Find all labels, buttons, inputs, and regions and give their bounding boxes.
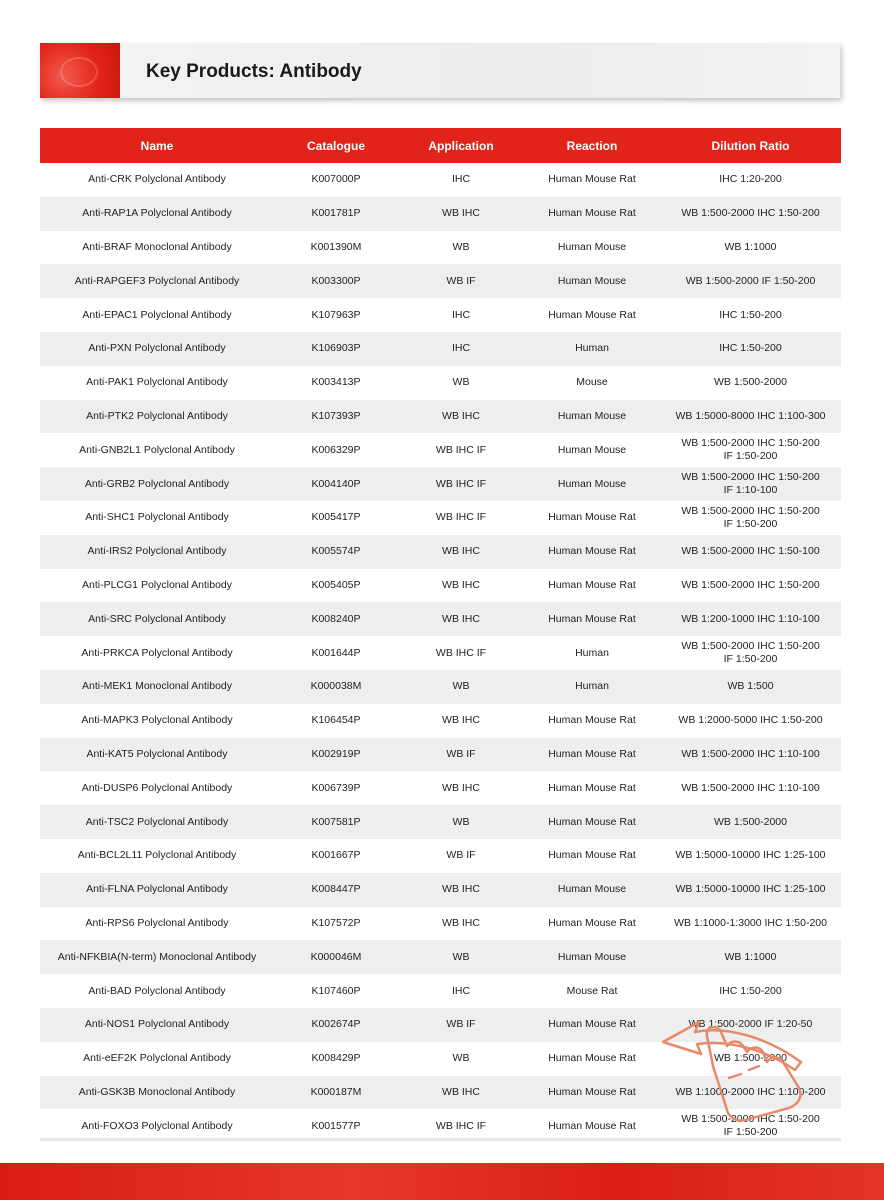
table-row bbox=[40, 231, 841, 265]
application-cell: WB bbox=[452, 376, 470, 389]
table-header-row bbox=[40, 128, 841, 163]
table-row bbox=[40, 366, 841, 400]
table-row bbox=[40, 839, 841, 873]
catalogue-cell: K001390M bbox=[310, 240, 362, 253]
name-cell: Anti-NOS1 Polyclonal Antibody bbox=[40, 1008, 274, 1042]
dilution-ratio-cell: WB 1:500-2000 IHC 1:50-200 IF 1:50-200 bbox=[681, 437, 820, 463]
name-cell: Anti-GRB2 Polyclonal Antibody bbox=[40, 467, 274, 501]
footer-band bbox=[0, 1163, 884, 1200]
reaction-cell: Human Mouse Rat bbox=[548, 173, 636, 186]
dilution-ratio-cell: WB 1:500-2000 IHC 1:50-200 bbox=[660, 197, 841, 231]
reaction-cell: Human Mouse bbox=[557, 240, 627, 253]
name-cell: Anti-FLNA Polyclonal Antibody bbox=[40, 873, 274, 907]
table-row bbox=[40, 163, 841, 197]
name-cell: Anti-NFKBIA(N-term) Monoclonal Antibody bbox=[40, 940, 274, 974]
column-header-application: Application bbox=[398, 128, 524, 163]
application-cell: WB IHC bbox=[442, 781, 480, 794]
catalogue-cell: K001577P bbox=[311, 1119, 361, 1132]
reaction-cell: Human Mouse bbox=[524, 400, 660, 434]
reaction-cell: Human Mouse bbox=[557, 443, 627, 456]
catalogue-cell: K008447P bbox=[274, 873, 398, 907]
reaction-cell: Human Mouse Rat bbox=[524, 1076, 660, 1110]
reaction-cell: Human bbox=[575, 646, 609, 659]
name-cell: Anti-RPS6 Polyclonal Antibody bbox=[85, 916, 229, 929]
table-row bbox=[40, 670, 841, 704]
application-cell: WB bbox=[398, 940, 524, 974]
dilution-ratio-cell: WB 1:5000-10000 IHC 1:25-100 bbox=[675, 849, 826, 862]
name-cell: Anti-PAK1 Polyclonal Antibody bbox=[86, 376, 228, 389]
catalogue-cell: K001781P bbox=[274, 197, 398, 231]
reaction-cell: Human Mouse Rat bbox=[548, 308, 636, 321]
application-cell: WB IHC IF bbox=[435, 646, 487, 659]
catalogue-cell: K003413P bbox=[311, 376, 361, 389]
catalogue-cell: K007000P bbox=[311, 173, 361, 186]
catalogue-cell: K008429P bbox=[311, 1052, 361, 1065]
reaction-cell: Human Mouse Rat bbox=[524, 805, 660, 839]
dilution-ratio-cell: WB 1:5000-8000 IHC 1:100-300 bbox=[660, 400, 841, 434]
name-cell: Anti-PLCG1 Polyclonal Antibody bbox=[82, 578, 232, 591]
application-cell: IHC bbox=[451, 984, 471, 997]
catalogue-cell: K107572P bbox=[311, 916, 361, 929]
name-cell: Anti-PRKCA Polyclonal Antibody bbox=[81, 646, 233, 659]
dilution-ratio-cell: WB 1:500-2000 IF 1:20-50 bbox=[660, 1008, 841, 1042]
catalogue-cell: K008240P bbox=[274, 602, 398, 636]
catalogue-cell: K000046M bbox=[274, 940, 398, 974]
application-cell: WB IF bbox=[398, 738, 524, 772]
catalogue-cell: K003300P bbox=[274, 264, 398, 298]
name-cell: Anti-KAT5 Polyclonal Antibody bbox=[40, 738, 274, 772]
catalogue-cell: K000038M bbox=[274, 670, 398, 704]
name-cell: Anti-BCL2L11 Polyclonal Antibody bbox=[77, 849, 237, 862]
dilution-ratio-cell: WB 1:500-2000 IHC 1:50-200 bbox=[681, 578, 820, 591]
table-row bbox=[40, 907, 841, 941]
table-row bbox=[40, 771, 841, 805]
dilution-ratio-cell: WB 1:5000-10000 IHC 1:25-100 bbox=[660, 873, 841, 907]
catalogue-cell: K107963P bbox=[311, 308, 361, 321]
name-cell: Anti-SHC1 Polyclonal Antibody bbox=[85, 511, 229, 524]
reaction-cell: Human bbox=[524, 670, 660, 704]
catalogue-cell: K107460P bbox=[311, 984, 361, 997]
table-row bbox=[40, 433, 841, 467]
reaction-cell: Mouse bbox=[576, 376, 608, 389]
application-cell: WB bbox=[398, 670, 524, 704]
catalogue-cell: K005405P bbox=[311, 578, 361, 591]
reaction-cell: Human Mouse Rat bbox=[548, 714, 636, 727]
application-cell: IHC bbox=[451, 173, 471, 186]
name-cell: Anti-EPAC1 Polyclonal Antibody bbox=[82, 308, 232, 321]
reaction-cell: Mouse Rat bbox=[566, 984, 618, 997]
table-row bbox=[40, 636, 841, 670]
application-cell: WB IF bbox=[398, 264, 524, 298]
dilution-ratio-cell: WB 1:500-2000 bbox=[714, 376, 787, 389]
name-cell: Anti-BAD Polyclonal Antibody bbox=[88, 984, 226, 997]
reaction-cell: Human Mouse Rat bbox=[524, 1008, 660, 1042]
application-cell: WB IHC bbox=[398, 873, 524, 907]
banner-red-block bbox=[40, 43, 120, 98]
reaction-cell: Human Mouse Rat bbox=[524, 602, 660, 636]
name-cell: Anti-MEK1 Monoclonal Antibody bbox=[40, 670, 274, 704]
application-cell: WB IF bbox=[446, 849, 476, 862]
name-cell: Anti-FOXO3 Polyclonal Antibody bbox=[81, 1119, 233, 1132]
application-cell: WB IHC bbox=[442, 916, 480, 929]
products-table bbox=[40, 128, 841, 1143]
name-cell: Anti-PXN Polyclonal Antibody bbox=[40, 332, 274, 366]
reaction-cell: Human Mouse Rat bbox=[524, 738, 660, 772]
name-cell: Anti-MAPK3 Polyclonal Antibody bbox=[81, 714, 233, 727]
table-row bbox=[40, 197, 841, 231]
application-cell: WB IHC IF bbox=[398, 467, 524, 501]
name-cell: Anti-SRC Polyclonal Antibody bbox=[40, 602, 274, 636]
column-header-catalogue: Catalogue bbox=[274, 128, 398, 163]
application-cell: WB IF bbox=[398, 1008, 524, 1042]
reaction-cell: Human Mouse Rat bbox=[524, 197, 660, 231]
dilution-ratio-cell: WB 1:500-2000 IF 1:50-200 bbox=[660, 264, 841, 298]
dilution-ratio-cell: WB 1:500 bbox=[660, 670, 841, 704]
column-header-dilution-ratio: Dilution Ratio bbox=[660, 128, 841, 163]
table-bottom-rule bbox=[40, 1138, 841, 1141]
catalogue-cell: K107393P bbox=[274, 400, 398, 434]
dilution-ratio-cell: WB 1:500-2000 IHC 1:50-200 IF 1:10-100 bbox=[660, 467, 841, 501]
reaction-cell: Human Mouse bbox=[524, 467, 660, 501]
dilution-ratio-cell: WB 1:500-2000 IHC 1:10-100 bbox=[681, 781, 820, 794]
application-cell: WB IHC bbox=[398, 400, 524, 434]
dilution-ratio-cell: IHC 1:50-200 bbox=[719, 308, 782, 321]
table-row bbox=[40, 501, 841, 535]
application-cell: WB bbox=[452, 240, 470, 253]
table-row bbox=[40, 1042, 841, 1076]
reaction-cell: Human Mouse bbox=[524, 873, 660, 907]
catalogue-cell: K001644P bbox=[311, 646, 361, 659]
dilution-ratio-cell: WB 1:200-1000 IHC 1:10-100 bbox=[660, 602, 841, 636]
application-cell: WB IHC IF bbox=[435, 511, 487, 524]
name-cell: Anti-IRS2 Polyclonal Antibody bbox=[40, 535, 274, 569]
catalogue-cell: K106454P bbox=[311, 714, 361, 727]
application-cell: WB IHC bbox=[398, 197, 524, 231]
reaction-cell: Human Mouse Rat bbox=[548, 578, 636, 591]
dilution-ratio-cell: WB 1:1000 bbox=[660, 940, 841, 974]
name-cell: Anti-PTK2 Polyclonal Antibody bbox=[40, 400, 274, 434]
name-cell: Anti-GSK3B Monoclonal Antibody bbox=[40, 1076, 274, 1110]
application-cell: WB IHC bbox=[398, 1076, 524, 1110]
reaction-cell: Human Mouse Rat bbox=[548, 511, 636, 524]
name-cell: Anti-RAP1A Polyclonal Antibody bbox=[40, 197, 274, 231]
catalogue-cell: K006329P bbox=[311, 443, 361, 456]
catalogue-cell: K001667P bbox=[311, 849, 361, 862]
application-cell: WB IHC bbox=[398, 602, 524, 636]
page-title: Key Products: Antibody bbox=[146, 61, 362, 82]
application-cell: WB IHC bbox=[398, 535, 524, 569]
application-cell: WB bbox=[452, 1052, 470, 1065]
application-cell: WB IHC IF bbox=[435, 443, 487, 456]
application-cell: IHC bbox=[398, 332, 524, 366]
table-row bbox=[40, 704, 841, 738]
dilution-ratio-cell: WB 1:2000-5000 IHC 1:50-200 bbox=[678, 714, 823, 727]
table-row bbox=[40, 1008, 841, 1042]
reaction-cell: Human Mouse Rat bbox=[524, 535, 660, 569]
table-row bbox=[40, 569, 841, 603]
application-cell: WB bbox=[398, 805, 524, 839]
table-row bbox=[40, 738, 841, 772]
dilution-ratio-cell: WB 1:500-2000 IHC 1:50-200 IF 1:50-200 bbox=[681, 504, 820, 530]
dilution-ratio-cell: IHC 1:50-200 bbox=[660, 332, 841, 366]
name-cell: Anti-eEF2K Polyclonal Antibody bbox=[83, 1052, 231, 1065]
table-row bbox=[40, 974, 841, 1008]
name-cell: Anti-GNB2L1 Polyclonal Antibody bbox=[79, 443, 235, 456]
name-cell: Anti-DUSP6 Polyclonal Antibody bbox=[81, 781, 233, 794]
reaction-cell: Human bbox=[524, 332, 660, 366]
reaction-cell: Human Mouse Rat bbox=[548, 916, 636, 929]
reaction-cell: Human Mouse Rat bbox=[548, 1052, 636, 1065]
catalogue-cell: K000187M bbox=[274, 1076, 398, 1110]
catalogue-cell: K005574P bbox=[274, 535, 398, 569]
table-row bbox=[40, 1076, 841, 1110]
dilution-ratio-cell: WB 1:1000-1:3000 IHC 1:50-200 bbox=[674, 916, 827, 929]
catalogue-cell: K002674P bbox=[274, 1008, 398, 1042]
catalogue-cell: K002919P bbox=[274, 738, 398, 772]
name-cell: Anti-BRAF Monoclonal Antibody bbox=[82, 240, 232, 253]
table-row bbox=[40, 805, 841, 839]
catalogue-cell: K005417P bbox=[311, 511, 361, 524]
dilution-ratio-cell: IHC 1:50-200 bbox=[719, 984, 782, 997]
dilution-ratio-cell: WB 1:500-2000 IHC 1:50-200 IF 1:50-200 bbox=[681, 640, 820, 666]
table-row bbox=[40, 467, 841, 501]
reaction-cell: Human Mouse bbox=[524, 264, 660, 298]
application-cell: WB IHC bbox=[442, 578, 480, 591]
reaction-cell: Human Mouse Rat bbox=[548, 849, 636, 862]
dilution-ratio-cell: WB 1:1000 bbox=[724, 240, 777, 253]
table-body bbox=[40, 163, 841, 1143]
dilution-ratio-cell: WB 1:500-2000 IHC 1:50-200 IF 1:50-200 bbox=[681, 1113, 820, 1139]
name-cell: Anti-TSC2 Polyclonal Antibody bbox=[40, 805, 274, 839]
dilution-ratio-cell: WB 1:500-2000 IHC 1:10-100 bbox=[660, 738, 841, 772]
column-header-reaction: Reaction bbox=[524, 128, 660, 163]
name-cell: Anti-RAPGEF3 Polyclonal Antibody bbox=[40, 264, 274, 298]
application-cell: WB IHC bbox=[442, 714, 480, 727]
dilution-ratio-cell: WB 1:500-2000 bbox=[714, 1052, 787, 1065]
reaction-cell: Human Mouse Rat bbox=[548, 1119, 636, 1132]
dilution-ratio-cell: IHC 1:20-200 bbox=[719, 173, 782, 186]
catalogue-cell: K106903P bbox=[274, 332, 398, 366]
reaction-cell: Human Mouse bbox=[524, 940, 660, 974]
table-row bbox=[40, 940, 841, 974]
dilution-ratio-cell: WB 1:1000-2000 IHC 1:100-200 bbox=[660, 1076, 841, 1110]
dilution-ratio-cell: WB 1:500-2000 IHC 1:50-100 bbox=[660, 535, 841, 569]
application-cell: WB IHC IF bbox=[435, 1119, 487, 1132]
catalogue-cell: K004140P bbox=[274, 467, 398, 501]
table-row bbox=[40, 535, 841, 569]
table-row bbox=[40, 298, 841, 332]
table-row bbox=[40, 332, 841, 366]
table-row bbox=[40, 400, 841, 434]
dilution-ratio-cell: WB 1:500-2000 bbox=[660, 805, 841, 839]
table-row bbox=[40, 873, 841, 907]
title-banner bbox=[40, 43, 840, 98]
table-row bbox=[40, 264, 841, 298]
catalogue-cell: K007581P bbox=[274, 805, 398, 839]
catalogue-cell: K006739P bbox=[311, 781, 361, 794]
name-cell: Anti-CRK Polyclonal Antibody bbox=[88, 173, 226, 186]
column-header-name: Name bbox=[40, 128, 274, 163]
reaction-cell: Human Mouse Rat bbox=[548, 781, 636, 794]
application-cell: IHC bbox=[451, 308, 471, 321]
table-row bbox=[40, 602, 841, 636]
